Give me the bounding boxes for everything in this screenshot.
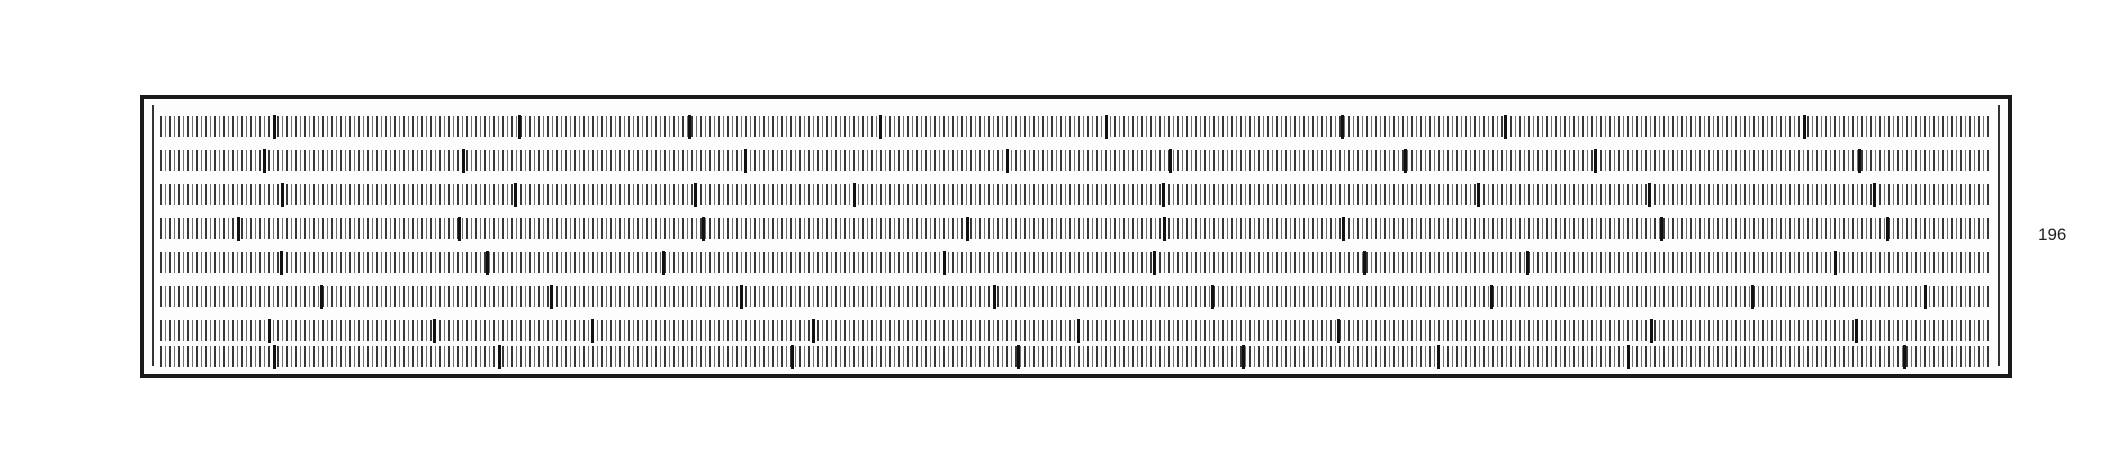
shad-separator [1017, 345, 1020, 369]
shad-separator [740, 285, 743, 309]
shad-separator [1490, 285, 1493, 309]
shad-separator [1242, 345, 1245, 369]
shad-separator [1153, 251, 1156, 275]
shad-separator [1903, 345, 1906, 369]
shad-separator [791, 345, 794, 369]
shad-separator [320, 285, 323, 309]
shad-separator [1526, 251, 1529, 275]
shad-separator [1858, 149, 1861, 173]
shad-separator [1077, 319, 1080, 343]
shad-separator [662, 251, 665, 275]
shad-separator [281, 183, 284, 207]
shad-separator [702, 217, 705, 241]
shad-separator [1751, 285, 1754, 309]
shad-separator [1594, 149, 1597, 173]
shad-separator [1855, 319, 1858, 343]
shad-separator [1105, 115, 1108, 139]
shad-separator [498, 345, 501, 369]
shad-separator [263, 149, 266, 173]
shad-separator [273, 115, 276, 139]
shad-separator [1211, 285, 1214, 309]
shad-separator [943, 251, 946, 275]
shad-separator [280, 251, 283, 275]
shad-separator [1437, 345, 1440, 369]
text-panel [152, 105, 2000, 366]
shad-separator [1834, 251, 1837, 275]
shad-separator [591, 319, 594, 343]
shad-separator [462, 149, 465, 173]
shad-separator [1650, 319, 1653, 343]
shad-separator [744, 149, 747, 173]
shad-separator [688, 115, 691, 139]
shad-separator [694, 183, 697, 207]
shad-separator [1924, 285, 1927, 309]
shad-separator [1162, 183, 1165, 207]
shad-separator [812, 319, 815, 343]
shad-separator [550, 285, 553, 309]
page-number: 196 [2038, 225, 2067, 244]
folio-frame [140, 95, 2012, 378]
shad-separator [433, 319, 436, 343]
shad-separator [1477, 183, 1480, 207]
shad-separator [268, 319, 271, 343]
shad-separator [853, 183, 856, 207]
shad-separator [1627, 345, 1630, 369]
shad-separator [273, 345, 276, 369]
shad-separator [1006, 149, 1009, 173]
shad-separator [1886, 217, 1889, 241]
shad-separator [1341, 115, 1344, 139]
shad-separator [993, 285, 996, 309]
shad-separator [1363, 251, 1366, 275]
shad-separator [1404, 149, 1407, 173]
shad-separator [1873, 183, 1876, 207]
shad-separator [1660, 217, 1663, 241]
shad-separator [1803, 115, 1806, 139]
shad-separator [1337, 319, 1340, 343]
shad-separator [518, 115, 521, 139]
shad-separator [514, 183, 517, 207]
shad-marks [154, 105, 1998, 366]
shad-separator [1648, 183, 1651, 207]
shad-separator [486, 251, 489, 275]
shad-separator [879, 115, 882, 139]
shad-separator [237, 217, 240, 241]
shad-separator [1163, 217, 1166, 241]
shad-separator [1169, 149, 1172, 173]
shad-separator [1504, 115, 1507, 139]
shad-separator [1342, 217, 1345, 241]
shad-separator [966, 217, 969, 241]
shad-separator [458, 217, 461, 241]
